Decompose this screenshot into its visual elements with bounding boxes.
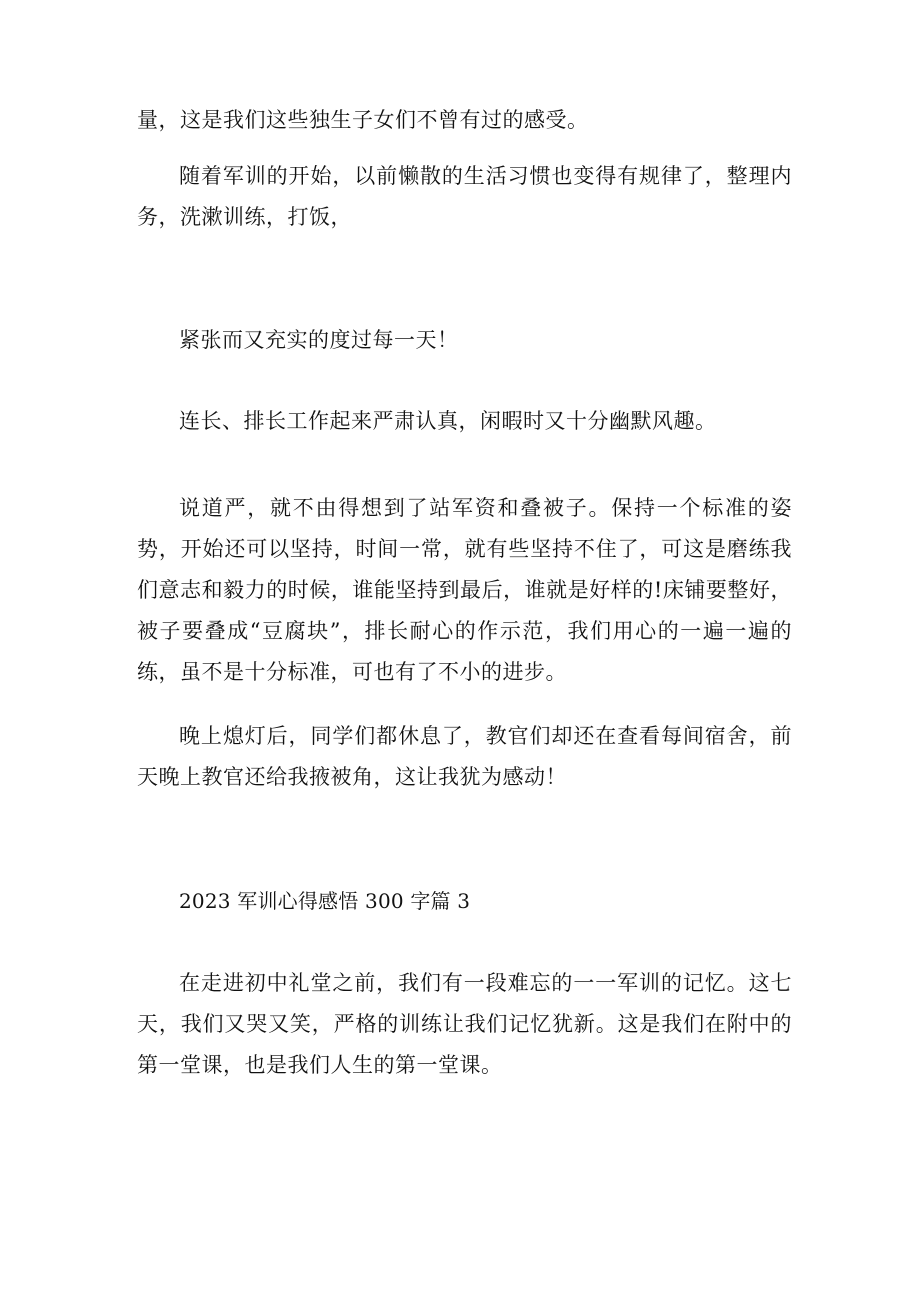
- section-heading: 2023 军训心得感悟 300 字篇 3: [179, 889, 471, 913]
- paragraph-daily-routine: 随着军训的开始，以前懒散的生活习惯也变得有规律了，整理内务，洗漱训练，打饭，: [137, 164, 792, 229]
- paragraph-continuation: 量，这是我们这些独生子女们不曾有过的感受。: [137, 108, 589, 132]
- paragraph-standing-and-folding: 说道严，就不由得想到了站军资和叠被子。保持一个标准的姿势，开始还可以坚持，时间一常，就有些坚持不住了，可这是磨练我们意志和毅力的时候，谁能坚持到最后，谁就是好样的!床铺要整好，被子要叠成“豆腐块”，排长耐心的作示范，我们用心的一遍一遍的练，虽不是十分标准，可也有了不小的进步。: [137, 496, 792, 684]
- paragraph-busy-days: 紧张而又充实的度过每一天！: [179, 328, 459, 352]
- paragraph-first-lesson: 在走进初中礼堂之前，我们有一段难忘的一一军训的记忆。这七天，我们又哭又笑，严格的训练让我们记忆犹新。这是我们在附中的第一堂课，也是我们人生的第一堂课。: [137, 971, 792, 1077]
- paragraph-lights-out: 晚上熄灯后，同学们都休息了，教官们却还在查看每间宿舍，前天晚上教官还给我掖被角，这让我犹为感动！: [137, 724, 792, 789]
- paragraph-officers: 连长、排长工作起来严肃认真，闲暇时又十分幽默风趣。: [179, 409, 717, 433]
